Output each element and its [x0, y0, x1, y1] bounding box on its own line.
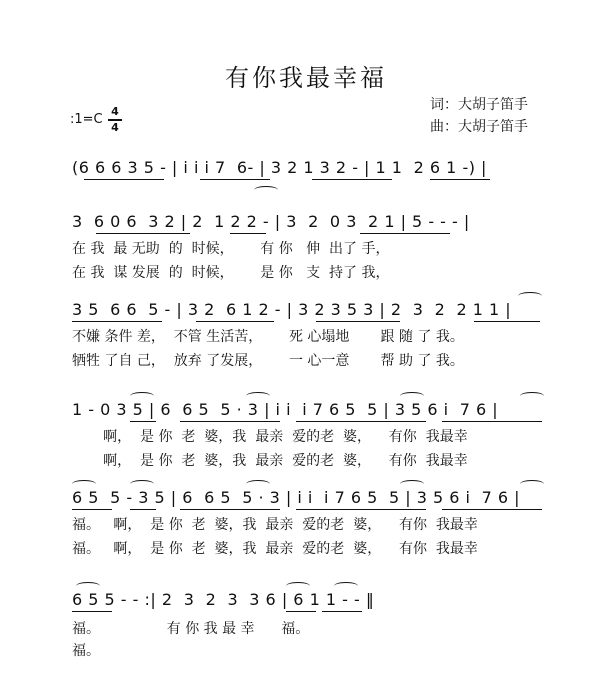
beat-underline [312, 179, 392, 180]
beat-underline [322, 611, 362, 612]
lyric-line-3-verse-1: 不嫌 条件 差， 不管 生活苦， 死 心塌地 跟 随 了 我。 [72, 329, 464, 345]
slur-mark [130, 480, 154, 488]
song-title: 有你我最幸福 [225, 64, 387, 92]
key-signature: :1=C [70, 112, 103, 127]
lyric-line-3-verse-2: 牺牲 了自 己， 放弃 了发展， 一 心一意 帮 助 了 我。 [72, 353, 464, 369]
lyric-line-2-verse-2: 在 我 谋 发展 的 时候， 是 你 支 持了 我， [72, 265, 390, 281]
composer-credit: 曲：大胡子笛手 [430, 119, 528, 135]
notes-line-6: 6 5 5 - - :| 2 3 2 3 3 6 | 6 1 1 - - ‖ [72, 590, 375, 609]
notes-line-1: (6 6 6 3 5 - | i i i 7 6- | 3 2 1 3 2 - | 1 1 2 6 1 -) | [72, 158, 487, 177]
slur-mark [76, 582, 100, 590]
lyric-line-4-verse-1: 啊， 是 你 老 婆，我 最亲 爱的老 婆， 有你 我最幸 [72, 429, 468, 445]
lyric-line-5-verse-1: 福。 啊， 是 你 老 婆，我 最亲 爱的老 婆， 有你 我最幸 [72, 517, 478, 533]
slur-mark [72, 480, 96, 488]
beat-underline [286, 611, 316, 612]
lyric-line-4-verse-2: 啊， 是 你 老 婆，我 最亲 爱的老 婆， 有你 我最幸 [72, 453, 468, 469]
slur-mark [286, 582, 310, 590]
beat-underline [130, 509, 156, 510]
beat-underline [430, 179, 490, 180]
slur-mark [334, 582, 358, 590]
beat-underline [442, 509, 542, 510]
beat-underline [200, 179, 270, 180]
lyric-line-6-verse-2: 福。 [72, 643, 100, 659]
beat-underline [72, 611, 112, 612]
beat-underline [296, 421, 426, 422]
slur-mark [246, 480, 270, 488]
beat-underline [72, 321, 162, 322]
notes-line-4: 1 - 0 3 5 | 6 6 5 5 · 3 | i i i 7 6 5 5 | 3 5 6 i 7 6 | [72, 400, 499, 419]
lyricist-credit: 词：大胡子笛手 [430, 97, 528, 113]
notes-line-3: 3 5 6 6 5 - | 3 2 6 1 2 - | 3 2 3 5 3 | 2 3 2 2 1 1 | [72, 300, 512, 319]
slur-mark [246, 392, 270, 400]
time-signature [108, 106, 122, 134]
beat-underline [180, 509, 280, 510]
beat-underline [230, 233, 266, 234]
beat-underline [180, 421, 280, 422]
slur-mark [400, 480, 424, 488]
beat-underline [360, 233, 450, 234]
time-signature-top: 4 [111, 105, 119, 118]
beat-underline [296, 509, 426, 510]
slur-mark [518, 292, 542, 300]
beat-underline [84, 179, 164, 180]
slur-mark [254, 186, 278, 194]
beat-underline [474, 321, 540, 322]
beat-underline [442, 421, 542, 422]
lyric-line-6-verse-1: 福。 有 你 我 最 幸 福。 [72, 621, 310, 637]
beat-underline [316, 321, 400, 322]
lyric-line-5-verse-2: 福。 啊， 是 你 老 婆，我 最亲 爱的老 婆， 有你 我最幸 [72, 541, 478, 557]
beat-underline [196, 321, 274, 322]
notes-line-5: 6 5 5 - 3 5 | 6 6 5 5 · 3 | i i i 7 6 5 5 | 3 5 6 i 7 6 | [72, 488, 521, 507]
slur-mark [400, 392, 424, 400]
slur-mark [130, 392, 154, 400]
lyric-line-2-verse-1: 在 我 最 无助 的 时候， 有 你 伸 出了 手， [72, 241, 390, 257]
beat-underline [130, 421, 156, 422]
time-signature-bottom: 4 [111, 120, 119, 134]
slur-mark [520, 480, 544, 488]
slur-mark [520, 392, 544, 400]
notes-line-2: 3 6 0 6 3 2 | 2 1 2 2 - | 3 2 0 3 2 1 | 5 - - - | [72, 212, 470, 231]
beat-underline [96, 233, 190, 234]
beat-underline [72, 509, 112, 510]
